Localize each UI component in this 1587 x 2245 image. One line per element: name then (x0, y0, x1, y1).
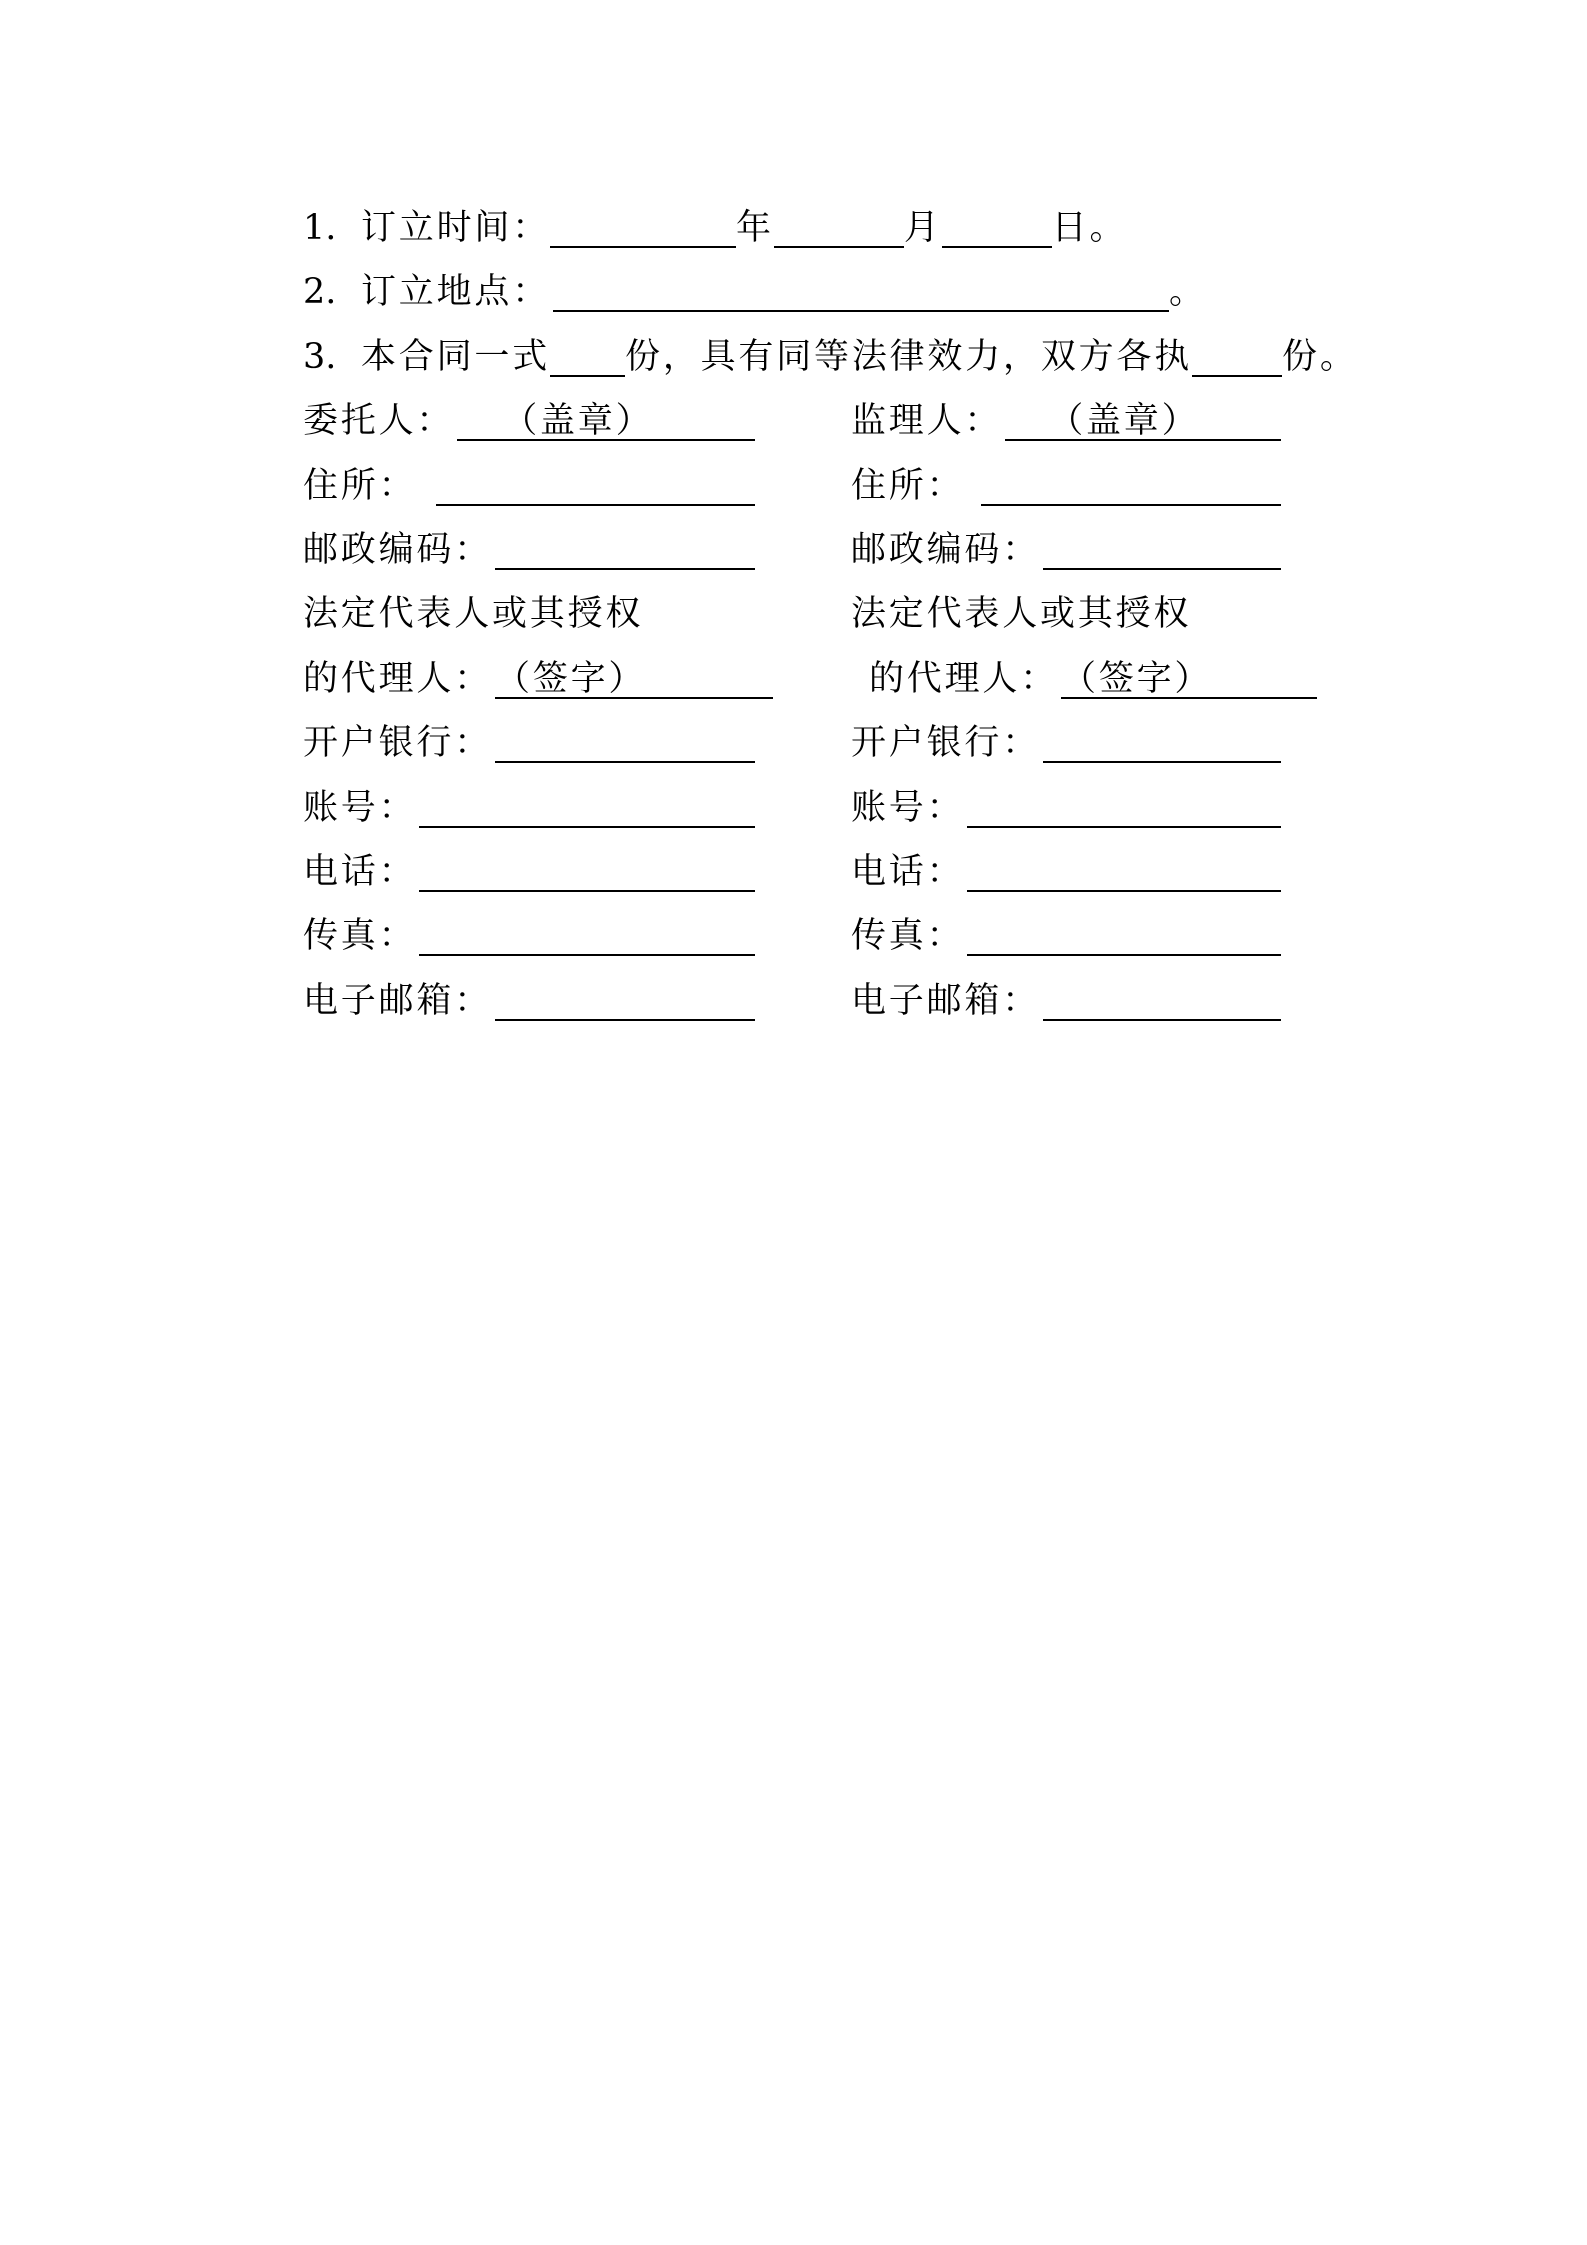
supervisor-address-row (851, 466, 1281, 506)
client-address-blank (436, 466, 755, 506)
place-end-mark: 。 (1169, 272, 1207, 312)
clause-number: 1. (303, 208, 337, 248)
supervisor-postcode-label: 邮政编码： (851, 530, 1041, 570)
client-bank-blank (495, 723, 755, 763)
client-fax-row (303, 916, 755, 956)
day-blank (942, 208, 1052, 248)
client-account-row (303, 788, 755, 828)
client-phone-row (303, 852, 755, 892)
supervisor-signature-hint: （签字） (1061, 659, 1213, 699)
supervisor-seal-blank (1005, 401, 1281, 441)
client-role-label: 委托人： (303, 401, 455, 441)
client-account-blank (419, 788, 755, 828)
supervisor-phone-label: 电话： (851, 852, 965, 892)
each-party-copies-blank (1192, 337, 1282, 377)
signing-place-label: 订立地点： (361, 272, 551, 312)
client-postcode-blank (495, 530, 755, 570)
clause-signing-time (303, 208, 1127, 248)
supervisor-email-blank (1043, 981, 1281, 1021)
client-email-blank (495, 981, 755, 1021)
supervisor-account-label: 账号： (851, 788, 965, 828)
supervisor-role-label: 监理人： (851, 401, 1003, 441)
supervisor-address-label: 住所： (851, 466, 965, 506)
client-address-label: 住所： (303, 466, 417, 506)
client-postcode-row (303, 530, 755, 570)
supervisor-address-blank (981, 466, 1281, 506)
supervisor-representative-row (869, 659, 1317, 699)
client-postcode-label: 邮政编码： (303, 530, 493, 570)
copies-end-text: 份。 (1282, 337, 1358, 377)
client-representative-heading (303, 594, 755, 634)
month-unit: 月 (903, 208, 942, 248)
clause-copies (303, 337, 1358, 377)
total-copies-blank (550, 337, 625, 377)
client-phone-blank (419, 852, 755, 892)
client-signature-blank (495, 659, 773, 699)
supervisor-seal-hint: （盖章） (1048, 401, 1200, 441)
client-seal-hint: （盖章） (502, 401, 654, 441)
supervisor-account-blank (967, 788, 1281, 828)
supervisor-postcode-row (851, 530, 1281, 570)
clause-signing-place (303, 272, 1207, 312)
supervisor-signature-blank (1061, 659, 1317, 699)
supervisor-representative-label-line2: 的代理人： (869, 659, 1059, 699)
place-blank (553, 272, 1169, 312)
client-account-label: 账号： (303, 788, 417, 828)
client-bank-label: 开户银行： (303, 723, 493, 763)
client-representative-row (303, 659, 773, 699)
client-email-label: 电子邮箱： (303, 981, 493, 1021)
client-signature-hint: （签字） (495, 659, 647, 699)
supervisor-email-row (851, 981, 1281, 1021)
client-phone-label: 电话： (303, 852, 417, 892)
supervisor-postcode-blank (1043, 530, 1281, 570)
client-address-row (303, 466, 755, 506)
supervisor-phone-blank (967, 852, 1281, 892)
copies-middle-text: 份，具有同等法律效力，双方各执 (625, 337, 1193, 377)
client-fax-blank (419, 916, 755, 956)
supervisor-fax-row (851, 916, 1281, 956)
client-representative-label-line1: 法定代表人或其授权 (303, 594, 644, 634)
supervisor-representative-heading (851, 594, 1281, 634)
client-bank-row (303, 723, 755, 763)
client-seal-blank (457, 401, 755, 441)
client-role-row (303, 401, 755, 441)
supervisor-representative-label-line1: 法定代表人或其授权 (851, 594, 1192, 634)
client-fax-label: 传真： (303, 916, 417, 956)
supervisor-bank-label: 开户银行： (851, 723, 1041, 763)
client-email-row (303, 981, 755, 1021)
clause-number: 3. (303, 337, 337, 377)
clause-number: 2. (303, 272, 337, 312)
supervisor-role-row (851, 401, 1281, 441)
year-unit: 年 (736, 208, 774, 248)
supervisor-account-row (851, 788, 1281, 828)
supervisor-bank-row (851, 723, 1281, 763)
year-blank (550, 208, 736, 248)
supervisor-fax-label: 传真： (851, 916, 965, 956)
copies-label: 本合同一式 (361, 337, 551, 377)
supervisor-phone-row (851, 852, 1281, 892)
supervisor-bank-blank (1043, 723, 1281, 763)
signing-time-label: 订立时间： (361, 208, 551, 248)
client-representative-label-line2: 的代理人： (303, 659, 493, 699)
supervisor-email-label: 电子邮箱： (851, 981, 1041, 1021)
day-unit: 日。 (1051, 208, 1128, 248)
month-blank (774, 208, 904, 248)
supervisor-fax-blank (967, 916, 1281, 956)
